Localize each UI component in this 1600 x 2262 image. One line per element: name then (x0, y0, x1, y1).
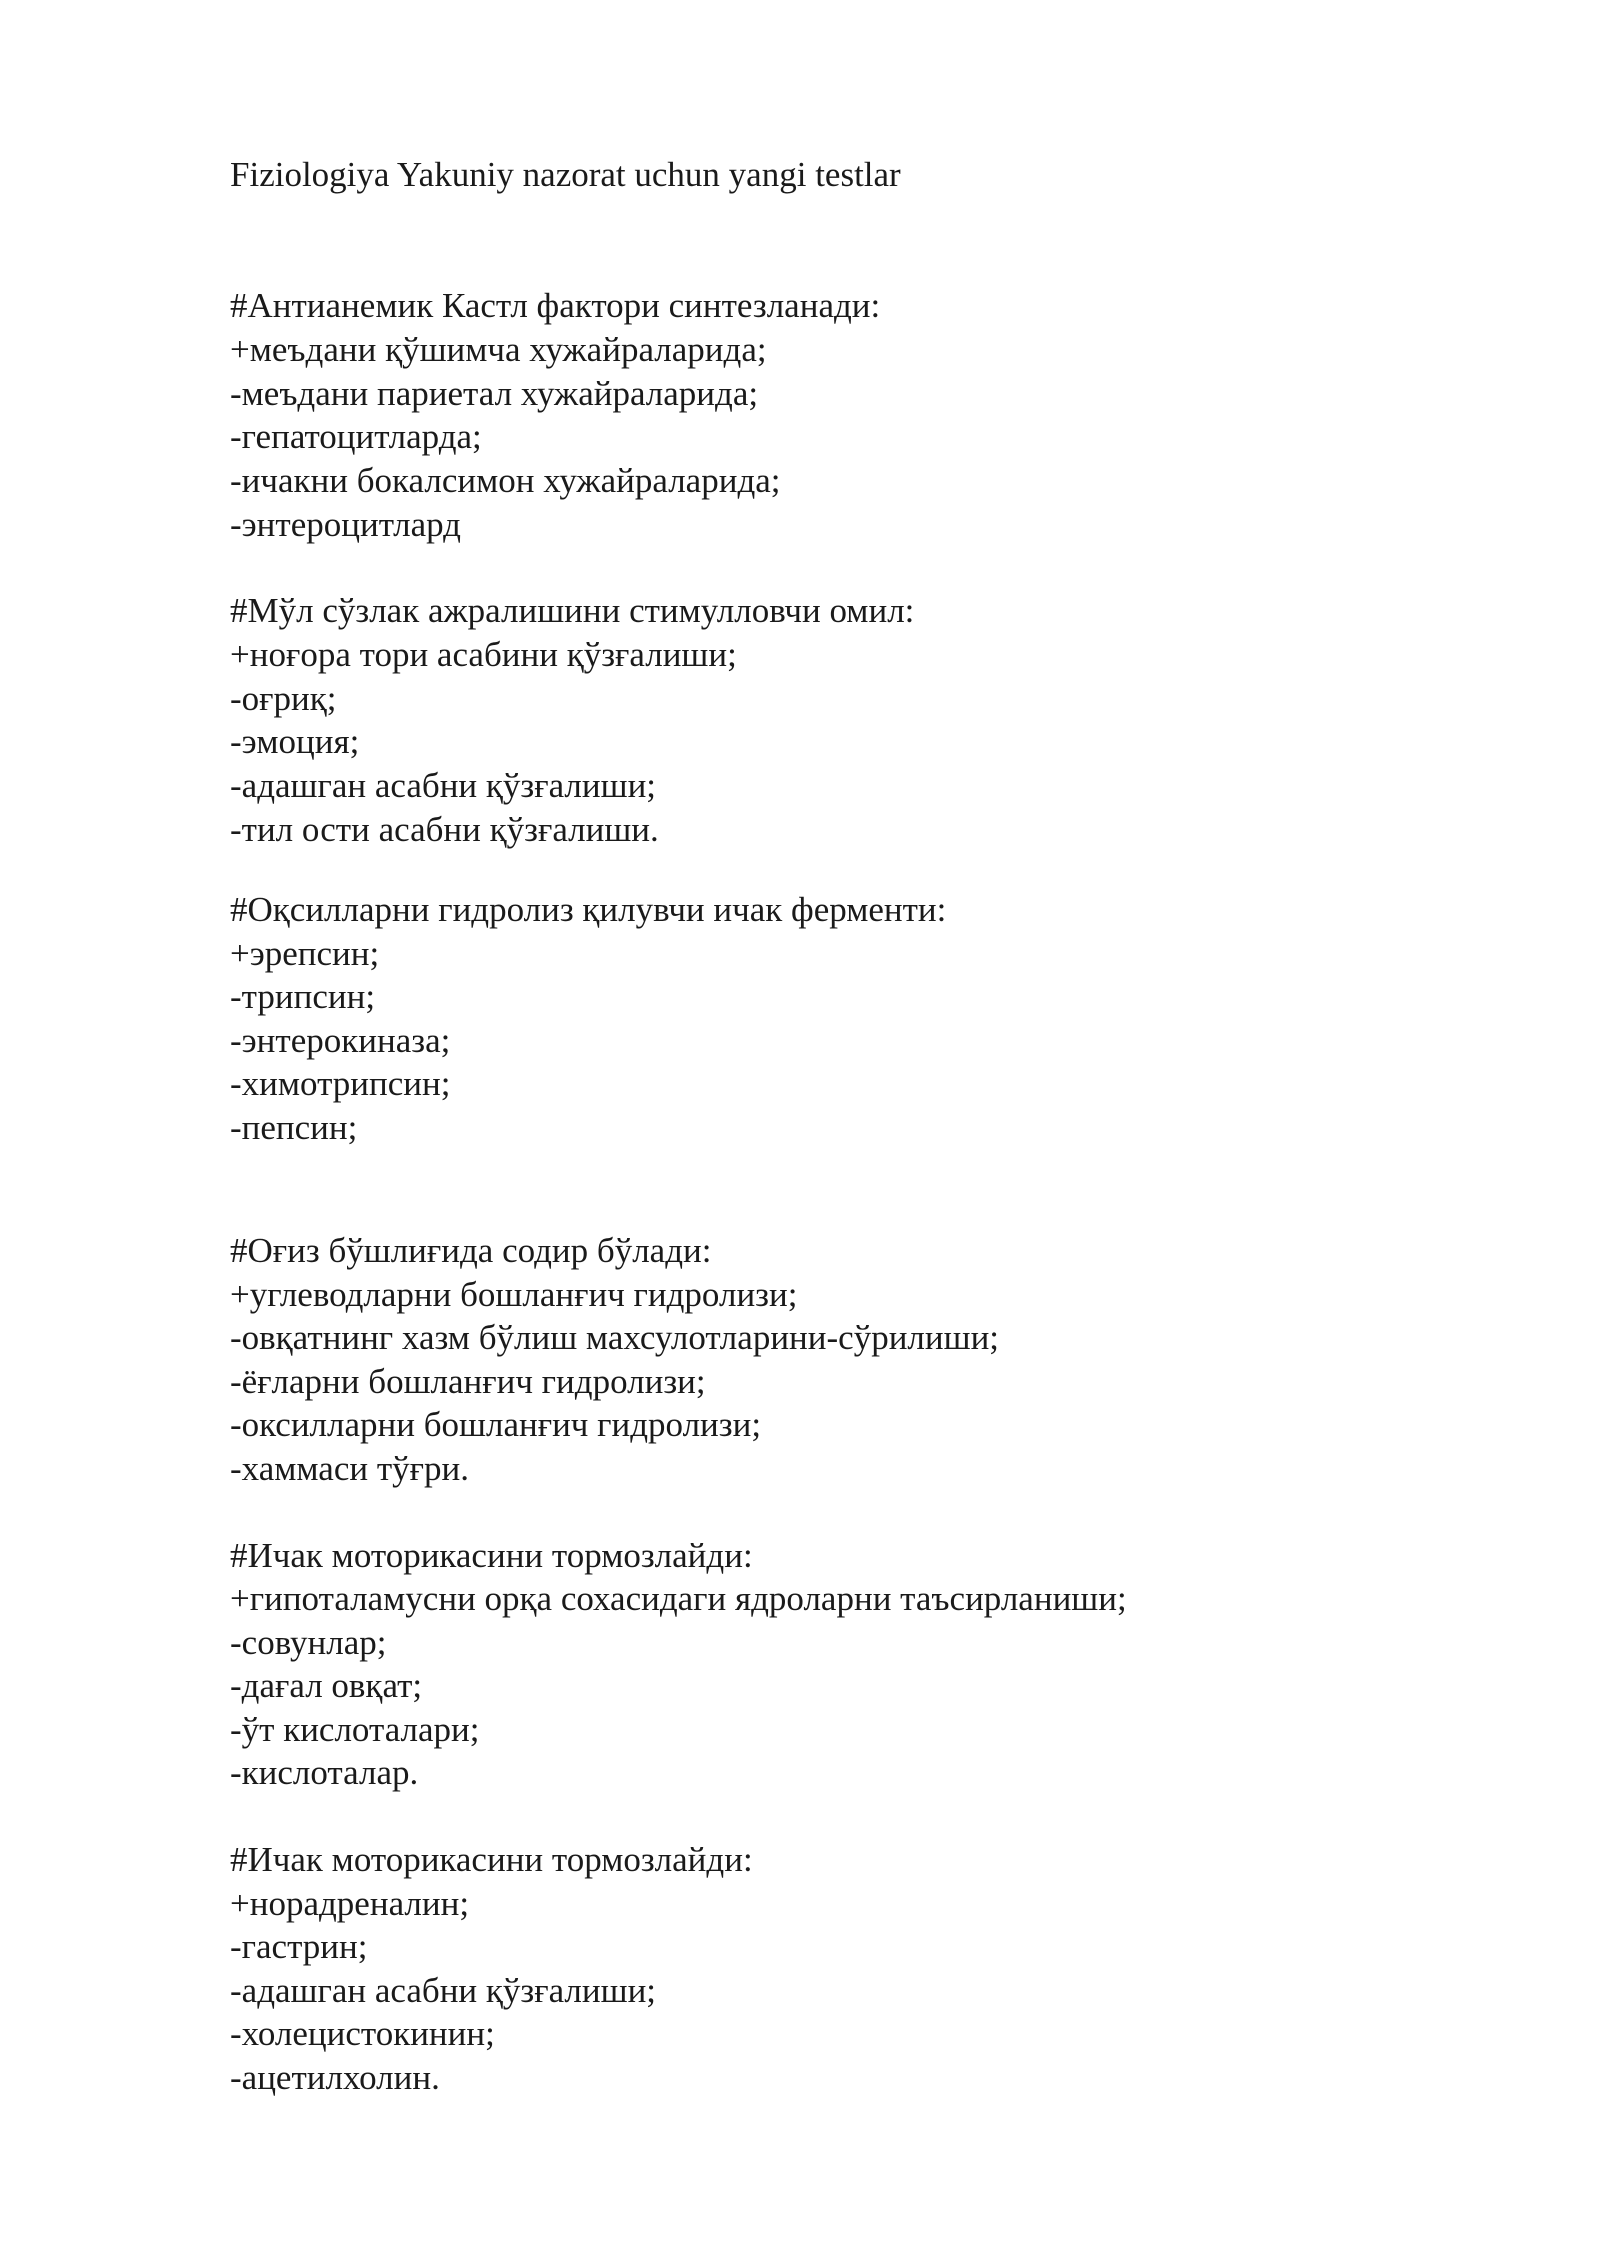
answer-option: -оксилларни бошланғич гидролизи; (230, 1405, 762, 1444)
answer-option: -ичакни бокалсимон хужайраларида; (230, 461, 781, 500)
answer-option: +норадреналин; (230, 1884, 470, 1923)
answer-option: +гипоталамусни орқа сохасидаги ядроларни таъсирланиши; (230, 1579, 1127, 1618)
answer-option: -энтероцитлард (230, 505, 461, 544)
answer-option: +эрепсин; (230, 934, 380, 973)
answer-option: -холецистокинин; (230, 2014, 495, 2053)
answer-option: -овқатнинг хазм бўлиш махсулотларини-сўрилиши; (230, 1318, 1000, 1357)
answer-option: -эмоция; (230, 722, 360, 761)
document-title: Fiziologiya Yakuniy nazorat uchun yangi testlar (230, 155, 901, 194)
answer-option: -пепсин; (230, 1108, 358, 1147)
answer-option: -оғриқ; (230, 679, 337, 718)
answer-option: -гастрин; (230, 1927, 368, 1966)
answer-option: -дағал овқат; (230, 1666, 423, 1705)
answer-option: -меъдани париетал хужайраларида; (230, 374, 759, 413)
answer-option: -тил ости асабни қўзғалиши. (230, 810, 659, 849)
answer-option: -хаммаси тўғри. (230, 1449, 469, 1488)
answer-option: -ёғларни бошланғич гидролизи; (230, 1362, 706, 1401)
answer-option: -адашган асабни қўзғалиши; (230, 766, 657, 805)
answer-option: +углеводларни бошланғич гидролизи; (230, 1275, 798, 1314)
question-text: #Оқсилларни гидролиз қилувчи ичак ферменти: (230, 890, 947, 929)
answer-option: -кислоталар. (230, 1753, 419, 1792)
question-text: #Оғиз бўшлиғида содир бўлади: (230, 1231, 712, 1270)
question-text: #Ичак моторикасини тормозлайди: (230, 1840, 753, 1879)
answer-option: -ўт кислоталари; (230, 1710, 480, 1749)
answer-option: -гепатоцитларда; (230, 417, 482, 456)
question-text: #Ичак моторикасини тормозлайди: (230, 1536, 753, 1575)
answer-option: -энтерокиназа; (230, 1021, 451, 1060)
question-text: #Антианемик Кастл фактори синтезланади: (230, 286, 881, 325)
answer-option: -ацетилхолин. (230, 2058, 440, 2097)
answer-option: -трипсин; (230, 977, 376, 1016)
answer-option: -химотрипсин; (230, 1064, 451, 1103)
answer-option: -совунлар; (230, 1623, 387, 1662)
answer-option: -адашган асабни қўзғалиши; (230, 1971, 657, 2010)
answer-option: +меъдани қўшимча хужайраларида; (230, 330, 767, 369)
answer-option: +ноғора тори асабини қўзғалиши; (230, 635, 737, 674)
question-text: #Мўл сўзлак ажралишини стимулловчи омил: (230, 591, 915, 630)
